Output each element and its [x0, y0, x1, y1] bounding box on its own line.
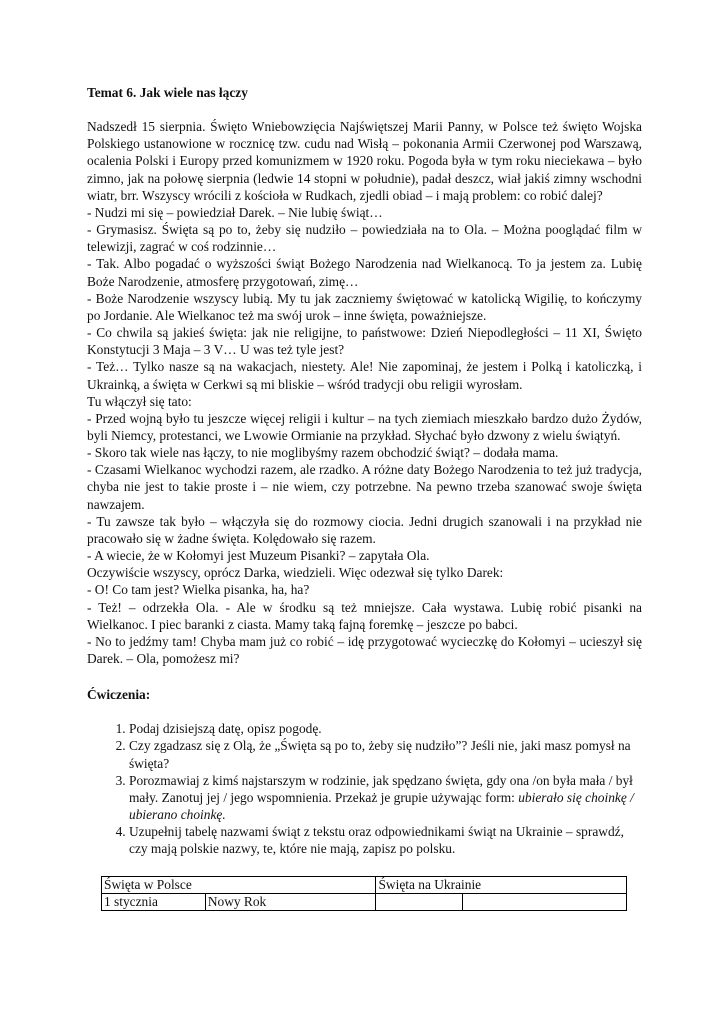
exercise-item [129, 737, 642, 771]
story-paragraph: - Skoro tak wiele nas łączy, to nie moglibyśmy razem obchodzić świąt? – dodała mama. [87, 445, 559, 461]
story-paragraph: Oczywiście wszyscy, oprócz Darka, wiedzieli. Więc odezwał się tylko Darek: [87, 565, 504, 581]
table-header-row [102, 876, 627, 893]
exercise-item [129, 823, 642, 857]
story-paragraph: - Nudzi mi się – powiedział Darek. – Nie lubię świąt… [87, 204, 383, 220]
story-paragraph: Tu włączył się tato: [87, 393, 192, 409]
story-text [87, 118, 642, 667]
cell-name-ukraine[interactable] [463, 893, 627, 910]
page-title: Temat 6. Jak wiele nas łączy [87, 85, 248, 100]
exercise-list [87, 720, 642, 857]
story-paragraph: Nadszedł 15 sierpnia. Święto Wniebowzięcia Najświętszej Marii Panny, w Polsce też święto Wojska Polskiego ustanowione w rocznicę tzw. cudu nad Wisłą – pokonania Armii Czerwonej pod Warszawą, ocalenia Polski i Europy przed komunizmem w 1920 roku. Pogoda była w tym roku nieciekawa – było zimno, jak na połowę sierpnia (ledwie 14 stopni w południe), padał deszcz, wiał jakiś zimny wschodni wiatr, brr. Wszyscy wrócili z kościoła w Rudkach, zjedli obiad – i mają problem: co robić dalej? [87, 119, 642, 203]
story-paragraph: - Grymasisz. Święta są po to, żeby się nudziło – powiedziała na to Ola. – Można pooglądać film w telewizji, zagrać w coś rodzinnie… [87, 222, 642, 255]
story-paragraph: - A wiecie, że w Kołomyi jest Muzeum Pisanki? – zapytała Ola. [87, 548, 430, 564]
exercise-text: Podaj dzisiejszą datę, opisz pogodę. [129, 721, 322, 737]
header-holidays-poland: Święta w Polsce [102, 876, 376, 893]
story-paragraph: - Co chwila są jakieś święta: jak nie religijne, to państwowe: Dzień Niepodległości – 11 XI, Święto Konstytucji 3 Maja – 3 V… U was też tyle jest? [87, 325, 642, 358]
document-page [87, 84, 642, 911]
table-row [102, 893, 627, 910]
exercise-text: Czy zgadzasz się z Olą, że „Święta są po to, żeby się nudziło”? Jeśli nie, jaki masz pomysł na święta? [129, 738, 631, 771]
cell-date-ukraine[interactable] [376, 893, 463, 910]
exercises-title: Ćwiczenia: [87, 687, 151, 703]
story-paragraph: - Tak. Albo pogadać o wyższości świąt Bożego Narodzenia nad Wielkanocą. To ja jestem za. Lubię Boże Narodzenie, atmosferę przygotowań, zimę… [87, 256, 642, 289]
story-paragraph: - Też! – odrzekła Ola. - Ale w środku są też mniejsze. Cała wystawa. Lubię robić pisanki na Wielkanoc. I piec baranki z ciasta. Mamy taką fajną foremkę – jeszcze po babci. [87, 599, 642, 632]
exercise-text: Uzupełnij tabelę nazwami świąt z tekstu oraz odpowiednikami świąt na Ukrainie – sprawdź, czy mają polskie nazwy, te, które nie mają, zapisz po polsku. [129, 824, 624, 857]
story-paragraph: - Czasami Wielkanoc wychodzi razem, ale rzadko. A różne daty Bożego Narodzenia to też już tradycja, chyba nie jest to takie proste i – nie wiem, czy potrzebne. Na pewno trzeba szanować swoje święta nawzajem. [87, 462, 642, 512]
header-holidays-ukraine: Święta na Ukrainie [376, 876, 627, 893]
cell-date-poland: 1 stycznia [102, 893, 206, 910]
exercise-italic-example: ubierało się choinkę / ubierano choinkę. [129, 789, 634, 823]
story-paragraph: - No to jedźmy tam! Chyba mam już co robić – idę przygotować wycieczkę do Kołomyi – ucieszył się Darek. – Ola, pomożesz mi? [87, 633, 642, 666]
story-paragraph: - Przed wojną było tu jeszcze więcej religii i kultur – na tych ziemiach mieszkało bardzo dużo Żydów, byli Niemcy, protestanci, we Lwowie Ormianie na przykład. Słychać było dzwony z wielu świątyń. [87, 410, 642, 443]
story-paragraph: - Boże Narodzenie wszyscy lubią. My tu jak zaczniemy świętować w katolicką Wigilię, to kończymy po Jordanie. Ale Wielkanoc też ma swój urok – inne święta, poważniejsze. [87, 290, 642, 323]
cell-name-poland: Nowy Rok [205, 893, 376, 910]
story-paragraph: - Też… Tylko nasze są na wakacjach, niestety. Ale! Nie zapominaj, że jestem i Polką i katoliczką, i Ukrainką, a święta w Cerkwi są mi bliskie – wśród tradycji obu religii wyrosłam. [87, 359, 642, 392]
exercise-item [129, 720, 642, 737]
story-paragraph: - Tu zawsze tak było – włączyła się do rozmowy ciocia. Jedni drugich szanowali i na przykład nie pracowało się w żadne święta. Kolędowało się razem. [87, 513, 642, 546]
story-paragraph: - O! Co tam jest? Wielka pisanka, ha, ha? [87, 582, 310, 598]
exercise-text: Porozmawiaj z kimś najstarszym w rodzinie, jak spędzano święta, gdy ona /on była mała / był mały. Zanotuj jej / jego wspomnienia. Przekaż je grupie używając form: [129, 772, 633, 805]
holidays-table [101, 876, 627, 911]
exercise-item [129, 772, 642, 823]
